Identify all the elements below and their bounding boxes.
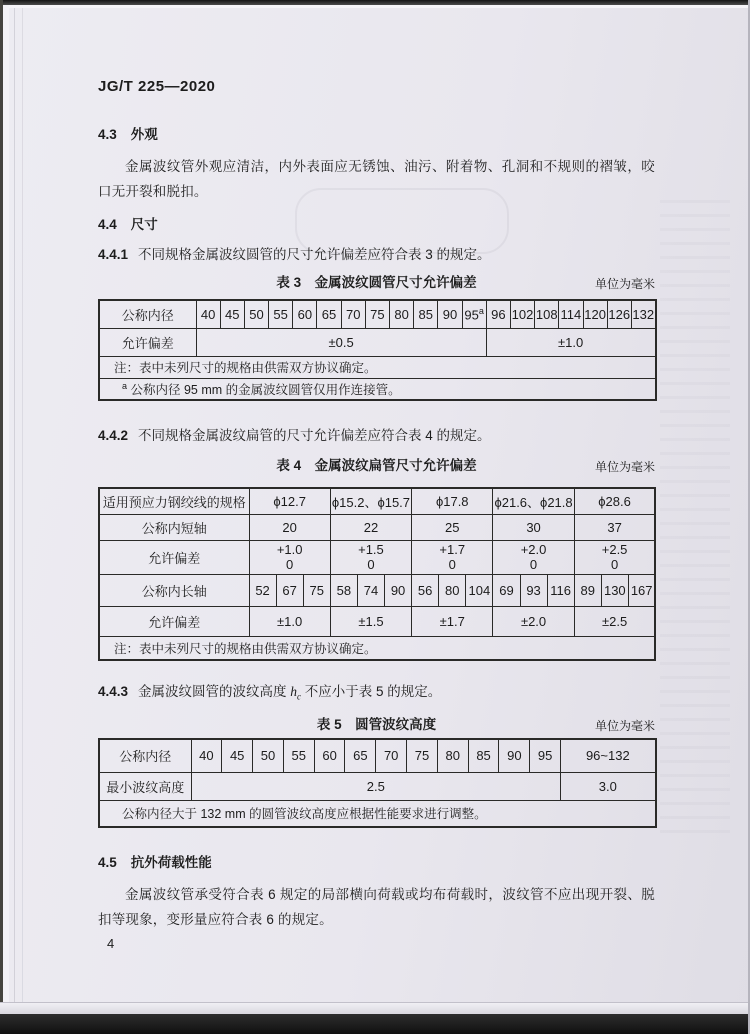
height-small-cell: 2.5 xyxy=(191,773,561,801)
long-dev-cell: ±1.0 xyxy=(249,606,330,636)
scan-edge-bottom xyxy=(0,1014,750,1034)
clause-4-4-3 xyxy=(98,683,655,706)
clause-body: 不同规格金属波纹圆管的尺寸允许偏差应符合表 3 的规定。 xyxy=(138,247,491,262)
value-cell: 80 xyxy=(437,739,468,773)
heading-4-4 xyxy=(98,216,655,234)
row-label: 公称内短轴 xyxy=(99,514,249,540)
clause-number: 4.4 xyxy=(98,217,117,232)
footnote-text: 公称内径 95 mm 的金属波纹圆管仅用作连接管。 xyxy=(130,382,401,397)
paper-edge-left xyxy=(3,5,9,1017)
long-axis-cell: 75 xyxy=(303,574,330,606)
footnote-marker: a xyxy=(478,306,484,317)
clause-body: 不同规格金属波纹扁管的尺寸允许偏差应符合表 4 的规定。 xyxy=(138,428,491,443)
table-note-row xyxy=(99,801,656,827)
table-row xyxy=(99,540,655,574)
table4-note: 注：表中未列尺寸的规格由供需双方协议确定。 xyxy=(99,636,655,660)
long-axis-cell: 116 xyxy=(547,574,574,606)
value-cell: 65 xyxy=(317,300,341,328)
long-axis-cell: 56 xyxy=(412,574,439,606)
long-axis-cell: 74 xyxy=(357,574,384,606)
value-cell: 45 xyxy=(222,739,253,773)
table5-caption-row xyxy=(98,716,655,734)
table-footnote-row xyxy=(99,378,656,400)
row-label: 适用预应力钢绞线的规格 xyxy=(99,488,249,514)
table-row xyxy=(99,514,655,540)
long-axis-cell: 130 xyxy=(601,574,628,606)
short-axis-cell: 37 xyxy=(574,514,655,540)
long-axis-cell: 89 xyxy=(574,574,601,606)
paragraph-4-3: 金属波纹管外观应清洁，内外表面应无锈蚀、油污、附着物、孔洞和不规则的褶皱，咬口无开裂和脱扣。 xyxy=(98,159,655,199)
clause-body-prefix: 金属波纹圆管的波纹高度 xyxy=(138,684,291,699)
row-label: 允许偏差 xyxy=(99,328,196,356)
short-dev-cell xyxy=(412,540,493,574)
strand-cell: ϕ28.6 xyxy=(574,488,655,514)
value-cell: 126 xyxy=(607,300,631,328)
value-cell: 114 xyxy=(559,300,583,328)
long-axis-cell: 58 xyxy=(330,574,357,606)
long-axis-cell: 93 xyxy=(520,574,547,606)
table-row xyxy=(99,328,656,356)
long-axis-cell: 69 xyxy=(493,574,520,606)
short-axis-cell: 30 xyxy=(493,514,574,540)
table3-caption: 表 3 金属波纹圆管尺寸允许偏差 xyxy=(276,275,477,290)
value-cell: 132 xyxy=(631,300,655,328)
table3-circular-duct-tolerances xyxy=(98,299,657,401)
paper-edge-top xyxy=(0,5,750,8)
symbol-h: h xyxy=(290,684,298,699)
value-cell: 96 xyxy=(486,300,510,328)
table5-corrugation-height xyxy=(98,738,657,828)
value-cell: 40 xyxy=(191,739,222,773)
heading-title: 抗外荷载性能 xyxy=(130,854,212,870)
value-cell: 95 xyxy=(530,739,561,773)
table-note-row xyxy=(99,636,655,660)
dev-upper: +2.0 xyxy=(520,542,547,557)
dev-upper: +1.5 xyxy=(358,542,384,557)
table3-footnote xyxy=(99,378,656,400)
clause-number: 4.4.1 xyxy=(98,247,129,262)
value-cell: 60 xyxy=(314,739,345,773)
short-axis-cell: 20 xyxy=(249,514,330,540)
dev-upper: +2.5 xyxy=(601,542,628,557)
value-cell: 90 xyxy=(499,739,530,773)
value-cell: 90 xyxy=(438,300,462,328)
heading-title: 尺寸 xyxy=(130,217,158,232)
value-cell: 120 xyxy=(583,300,607,328)
long-axis-cell: 52 xyxy=(249,574,276,606)
clause-number: 4.3 xyxy=(98,127,117,142)
table4-unit-label: 单位为毫米 xyxy=(594,460,655,474)
clause-4-4-2 xyxy=(98,427,655,445)
dev-lower: 0 xyxy=(286,557,294,572)
paragraph-4-5: 金属波纹管承受符合表 6 规定的局部横向荷载或均布荷载时，波纹管不应出现开裂、脱扣等现象，变形量应符合表 6 的规定。 xyxy=(98,886,655,927)
long-dev-cell: ±2.0 xyxy=(493,606,574,636)
strand-cell: ϕ21.6、ϕ21.8 xyxy=(493,488,574,514)
long-axis-cell: 104 xyxy=(466,574,493,606)
value-cell: 85 xyxy=(468,739,499,773)
table5-caption: 表 5 圆管波纹高度 xyxy=(316,716,437,732)
heading-title: 外观 xyxy=(130,127,158,142)
dev-upper: +1.0 xyxy=(276,542,303,557)
table-row xyxy=(99,300,656,328)
short-dev-cell xyxy=(493,540,574,574)
page-content xyxy=(98,78,655,932)
table3-note: 注：表中未列尺寸的规格由供需双方协议确定。 xyxy=(99,356,656,378)
footnote-marker: a xyxy=(122,380,128,391)
short-dev-cell xyxy=(249,540,330,574)
value-cell: 80 xyxy=(390,300,414,328)
deviation-large-cell: ±1.0 xyxy=(486,328,655,356)
value-cell: 55 xyxy=(269,300,293,328)
table-row xyxy=(99,488,655,514)
value-cell: 40 xyxy=(196,300,220,328)
height-large-cell: 3.0 xyxy=(561,773,656,801)
value-cell: 75 xyxy=(407,739,438,773)
value-cell: 50 xyxy=(253,739,284,773)
row-label: 最小波纹高度 xyxy=(99,773,191,801)
value-cell: 70 xyxy=(376,739,407,773)
short-axis-cell: 25 xyxy=(412,514,493,540)
clause-4-4-1 xyxy=(98,246,655,264)
table4-flat-duct-tolerances xyxy=(98,487,656,661)
long-axis-cell: 167 xyxy=(628,574,655,606)
table-note-row xyxy=(99,356,656,378)
clause-body-suffix: 不应小于表 5 的规定。 xyxy=(301,684,442,699)
value-cell: 50 xyxy=(244,300,268,328)
short-dev-cell xyxy=(330,540,411,574)
page-number: 4 xyxy=(107,936,115,951)
dev-lower: 0 xyxy=(367,557,375,572)
row-label: 公称内径 xyxy=(99,739,191,773)
paper-crease-line xyxy=(22,8,23,1008)
short-axis-cell: 22 xyxy=(330,514,411,540)
table4-caption: 表 4 金属波纹扁管尺寸允许偏差 xyxy=(276,458,477,473)
value-cell: 75 xyxy=(365,300,389,328)
symbol-h-subscript: c xyxy=(297,691,302,702)
table-row xyxy=(99,739,656,773)
row-label: 允许偏差 xyxy=(99,540,249,574)
strand-cell: ϕ17.8 xyxy=(412,488,493,514)
row-label: 公称内径 xyxy=(99,300,196,328)
value-cell: 85 xyxy=(414,300,438,328)
long-axis-cell: 90 xyxy=(385,574,412,606)
dev-lower: 0 xyxy=(610,557,619,572)
heading-4-3 xyxy=(98,126,655,144)
long-dev-cell: ±1.5 xyxy=(330,606,411,636)
value-cell-with-footnote xyxy=(462,300,486,328)
paper-crease-line xyxy=(14,8,15,1008)
clause-number: 4.4.3 xyxy=(98,684,129,699)
table5-note: 公称内径大于 132 mm 的圆管波纹高度应根据性能要求进行调整。 xyxy=(99,801,656,827)
strand-cell: ϕ12.7 xyxy=(249,488,330,514)
value-cell: 65 xyxy=(345,739,376,773)
long-axis-cell: 67 xyxy=(276,574,303,606)
value: 95 xyxy=(464,307,479,323)
dev-lower: 0 xyxy=(529,557,538,572)
strand-cell: ϕ15.2、ϕ15.7 xyxy=(330,488,411,514)
value-cell: 108 xyxy=(535,300,559,328)
dev-upper: +1.7 xyxy=(439,542,466,557)
table-row xyxy=(99,574,655,606)
row-label: 公称内长轴 xyxy=(99,574,249,606)
bleed-through-artifact xyxy=(660,200,730,840)
document-number: JG/T 225—2020 xyxy=(98,78,216,95)
short-dev-cell xyxy=(574,540,655,574)
value-cell: 60 xyxy=(293,300,317,328)
value-cell: 70 xyxy=(341,300,365,328)
deviation-small-cell: ±0.5 xyxy=(196,328,486,356)
clause-number: 4.5 xyxy=(98,854,117,870)
table4-caption-row xyxy=(98,457,655,475)
value-cell: 96~132 xyxy=(561,739,656,773)
long-axis-cell: 80 xyxy=(439,574,466,606)
long-dev-cell: ±2.5 xyxy=(574,606,655,636)
value-cell: 45 xyxy=(220,300,244,328)
dev-lower: 0 xyxy=(448,557,456,572)
table-row xyxy=(99,606,655,636)
table5-unit-label: 单位为毫米 xyxy=(594,718,655,733)
value-cell: 55 xyxy=(283,739,314,773)
value-cell: 102 xyxy=(510,300,534,328)
table3-caption-row xyxy=(98,274,655,292)
heading-4-5 xyxy=(98,854,655,872)
table-row xyxy=(99,773,656,801)
clause-number: 4.4.2 xyxy=(98,428,129,443)
table3-unit-label: 单位为毫米 xyxy=(594,277,655,291)
row-label: 允许偏差 xyxy=(99,606,249,636)
long-dev-cell: ±1.7 xyxy=(412,606,493,636)
